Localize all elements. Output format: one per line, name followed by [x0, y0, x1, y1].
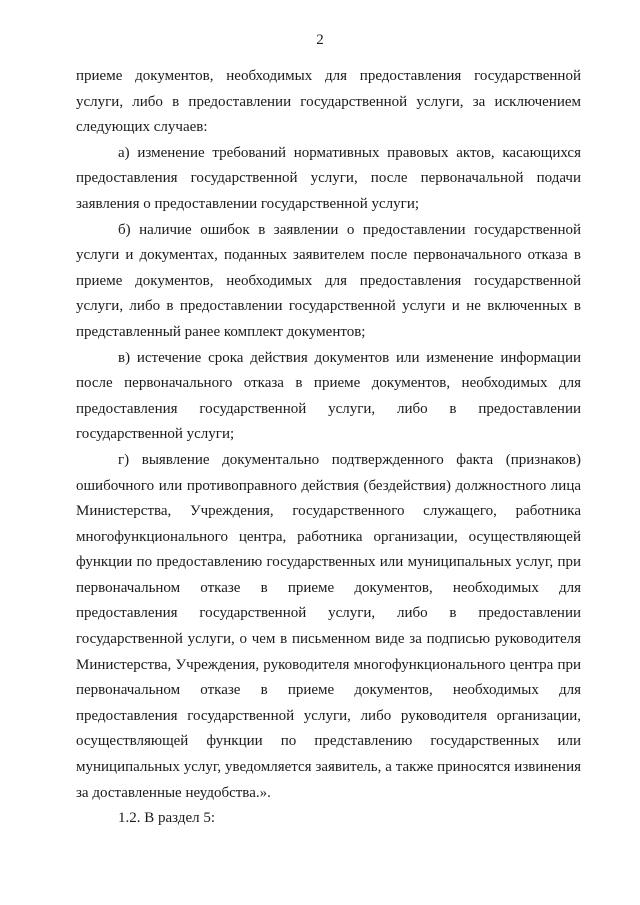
- paragraph-item-v: в) истечение срока действия документов или изменение информации после первоначального отказа в приеме документов, необходимых для предоставления государственной услуги, либо в предоставлении государственной услуги;: [76, 349, 581, 443]
- document-body: [76, 64, 581, 832]
- paragraph-continuation: приеме документов, необходимых для предоставления государственной услуги, либо в предоставлении государственной услуги, за исключением следующих случаев:: [76, 68, 581, 136]
- paragraph-item-b: б) наличие ошибок в заявлении о предоставлении государственной услуги и документах, поданных заявителем после первоначального отказа в приеме документов, необходимых для предоставления государственной услуги, либо в предоставлении государственной услуги и не включенных в представленный ранее комплект документов;: [76, 221, 581, 340]
- paragraph-section-heading: 1.2. В раздел 5:: [118, 810, 216, 827]
- page-number: 2: [316, 32, 324, 48]
- paragraph-item-a: а) изменение требований нормативных правовых актов, касающихся предоставления государственной услуги, после первоначальной подачи заявления о предоставлении государственной услуги;: [76, 144, 581, 212]
- paragraph-item-g: г) выявление документально подтвержденного факта (признаков) ошибочного или противоправного действия (бездействия) должностного лица Министерства, Учреждения, государственного служащего, работника многофункционального центра, работника организации, осуществляющей функции по предоставлению государственных или муниципальных услуг, при первоначальном отказе в приеме документов, необходимых для предоставления государственной услуги, либо в предоставлении государственной услуги, о чем в письменном виде за подписью руководителя Министерства, Учреждения, руководителя многофункционального центра при первоначальном отказе в приеме документов, необходимых для предоставления государственной услуги, либо руководителя организации, осуществляющей функции по представлению государственных или муниципальных услуг, уведомляется заявитель, а также приносятся извинения за доставленные неудобства.».: [76, 451, 581, 801]
